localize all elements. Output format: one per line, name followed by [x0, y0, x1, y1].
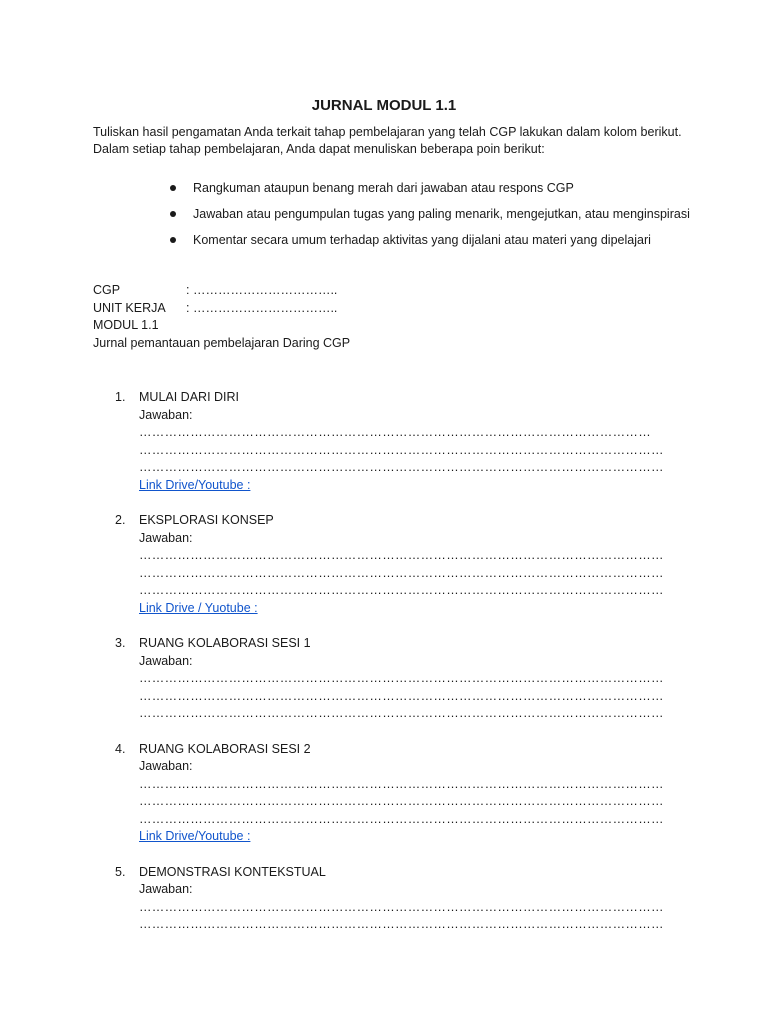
answer-line: …………………………………………………………………………………………………………… — [139, 442, 664, 457]
section-title: DEMONSTRASI KONTEKSTUAL — [139, 864, 326, 879]
section-number: 5. — [115, 864, 126, 879]
section-mulai-dari-diri — [115, 389, 664, 494]
answer-line: …………………………………………………………………………………………………………… — [139, 794, 664, 808]
section-title: RUANG KOLABORASI SESI 1 — [139, 636, 311, 650]
unit-kerja-value: : …………………………….. — [186, 300, 338, 315]
section-number: 2. — [115, 513, 126, 527]
answer-line: …………………………………………………………………………………………………………… — [139, 706, 664, 720]
unit-kerja-label: UNIT KERJA — [93, 300, 166, 315]
bullet-item — [170, 230, 690, 250]
answer-label: Jawaban: — [139, 882, 193, 896]
unit-kerja-row — [93, 300, 593, 318]
answer-label: Jawaban: — [139, 759, 193, 773]
modul-label: MODUL 1.1 — [93, 318, 159, 332]
section-ruang-kolaborasi-2 — [115, 741, 664, 846]
page-title: JURNAL MODUL 1.1 — [311, 97, 457, 114]
section-number: 1. — [115, 390, 126, 404]
section-title: MULAI DARI DIRI — [139, 390, 240, 404]
bullet-icon — [170, 211, 176, 217]
jurnal-label: Jurnal pemantauan pembelajaran Daring CGP — [93, 335, 351, 350]
section-demonstrasi-kontekstual — [115, 864, 664, 934]
answer-line: ………………………………………………………………………………………………………… — [139, 425, 651, 439]
answer-label: Jawaban: — [139, 653, 193, 668]
answer-line: …………………………………………………………………………………………………………… — [139, 671, 664, 685]
section-title: RUANG KOLABORASI SESI 2 — [139, 741, 311, 756]
drive-youtube-link[interactable]: Link Drive / Yuotube : — [139, 600, 258, 615]
bullet-item — [170, 178, 690, 198]
answer-line: …………………………………………………………………………………………………………… — [139, 917, 664, 931]
answer-line: …………………………………………………………………………………………………………… — [139, 460, 664, 474]
meta-block — [93, 282, 593, 352]
bullet-text: Komentar secara umum terhadap aktivitas yang dijalani atau materi yang dipelajari — [193, 233, 651, 247]
section-number: 3. — [115, 636, 126, 650]
section-title: EKSPLORASI KONSEP — [139, 513, 274, 527]
bullet-text: Jawaban atau pengumpulan tugas yang paling menarik, mengejutkan, atau menginspirasi — [193, 207, 690, 221]
bullet-list — [170, 178, 690, 256]
bullet-text: Rangkuman ataupun benang merah dari jawaban atau respons CGP — [193, 181, 574, 195]
answer-label: Jawaban: — [139, 530, 193, 545]
answer-line: …………………………………………………………………………………………………………… — [139, 811, 664, 826]
answer-line: …………………………………………………………………………………………………………… — [139, 548, 664, 562]
cgp-value: : …………………………….. — [186, 283, 338, 297]
cgp-label: CGP — [93, 283, 121, 297]
answer-line: …………………………………………………………………………………………………………… — [139, 565, 664, 580]
answer-line: …………………………………………………………………………………………………………… — [139, 899, 664, 914]
cgp-row — [93, 282, 593, 300]
bullet-item — [170, 204, 690, 224]
intro-paragraph: Tuliskan hasil pengamatan Anda terkait tahap pembelajaran yang telah CGP lakukan dalam kolom berikut. Dalam setiap tahap pembelajaran, Anda dapat menuliskan beberapa poin berikut: — [93, 125, 682, 156]
answer-line: …………………………………………………………………………………………………………… — [139, 688, 664, 703]
section-eksplorasi-konsep — [115, 512, 664, 617]
bullet-icon — [170, 185, 176, 191]
sections-list — [115, 389, 664, 934]
section-ruang-kolaborasi-1 — [115, 635, 664, 723]
drive-youtube-link[interactable]: Link Drive/Youtube : — [139, 829, 251, 843]
drive-youtube-link[interactable]: Link Drive/Youtube : — [139, 477, 251, 492]
answer-label: Jawaban: — [139, 407, 193, 422]
bullet-icon — [170, 237, 176, 243]
answer-line: …………………………………………………………………………………………………………… — [139, 776, 664, 791]
answer-line: …………………………………………………………………………………………………………… — [139, 583, 664, 597]
section-number: 4. — [115, 741, 126, 756]
